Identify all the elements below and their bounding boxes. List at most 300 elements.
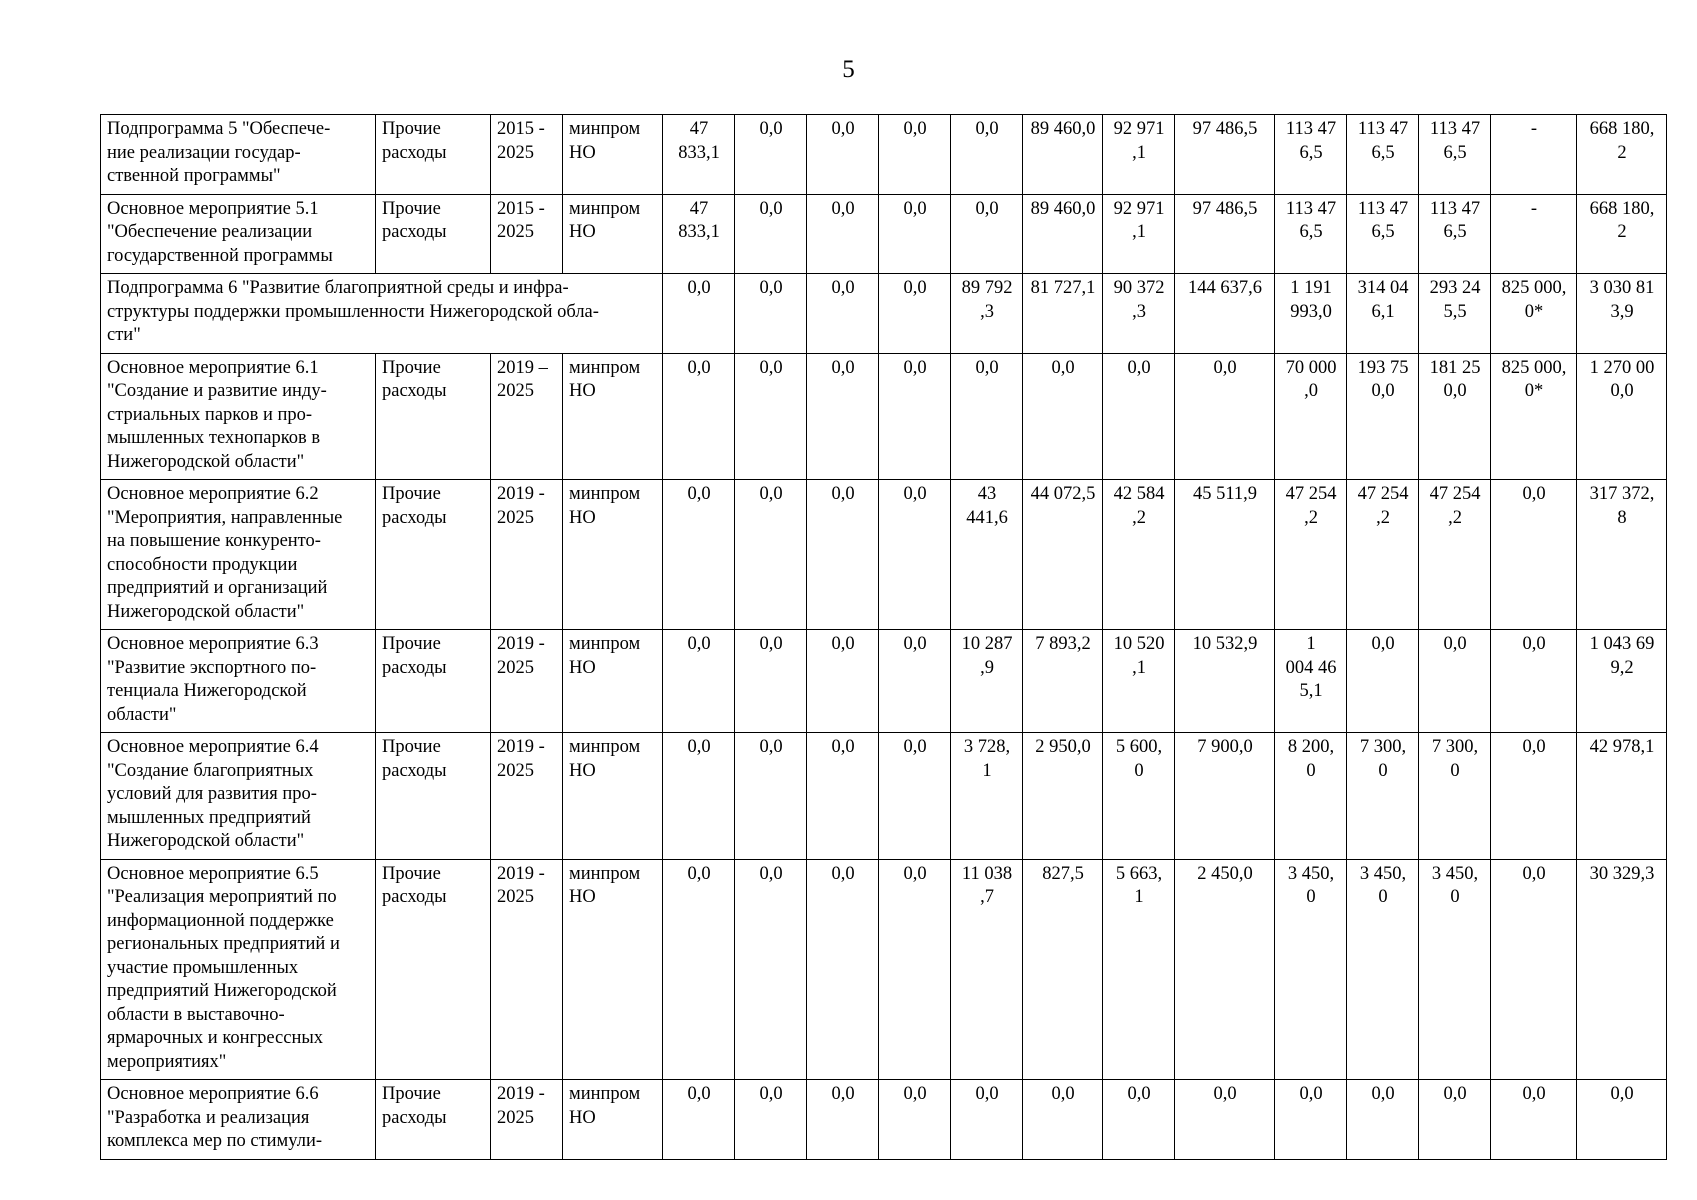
cell-line: 0,0	[903, 1084, 927, 1104]
cell-line: 0,0	[831, 1084, 855, 1104]
table-row	[101, 859, 1667, 1080]
value-cell	[1577, 480, 1667, 630]
cell-line: 0,0	[831, 737, 855, 757]
cell-line: 668 180,	[1589, 119, 1655, 139]
cell-line: 1 191	[1290, 278, 1332, 298]
value-cell	[1023, 859, 1103, 1080]
value-cell	[663, 630, 735, 733]
cell-line: 668 180,	[1589, 198, 1655, 219]
value-cell	[663, 859, 735, 1080]
cell-line: 0,0	[759, 278, 783, 298]
cell-line: 0,0	[1213, 1084, 1237, 1104]
value-cell	[1491, 194, 1577, 274]
value-cell	[1577, 733, 1667, 860]
cell-line: 1	[982, 760, 992, 781]
cell-line: 2025	[497, 657, 534, 678]
value-cell	[1491, 630, 1577, 733]
cell-line: 833,1	[678, 142, 720, 163]
agency-cell	[563, 480, 663, 630]
cell-line: 1 270 00	[1589, 357, 1655, 378]
cell-line: минпром	[569, 198, 641, 219]
cell-line: 314 04	[1357, 278, 1409, 298]
value-cell	[1275, 274, 1347, 354]
program-name-cell	[101, 194, 376, 274]
cell-line: 6,5	[1299, 142, 1323, 163]
cell-line: Основное мероприятие 6.1	[107, 357, 319, 378]
cell-line: мышленных технопарков в	[107, 428, 321, 448]
cell-line: ,2	[1132, 507, 1146, 528]
cell-line: 0,0	[1371, 634, 1395, 654]
cell-line: условий для развития про-	[107, 784, 317, 804]
cell-line: структуры поддержки промышленности Нижегородской обла-	[107, 301, 599, 322]
cell-line: минпром	[569, 634, 641, 654]
cell-line: 0,0	[759, 119, 783, 139]
cell-line: 9,2	[1610, 657, 1634, 678]
cell-line: 3 030 81	[1589, 278, 1655, 298]
cell-line: участие промышленных	[107, 957, 299, 978]
cell-line: 0	[1306, 760, 1316, 781]
cell-line: 0,0	[687, 863, 711, 884]
cell-line: 0,0	[759, 484, 783, 504]
cell-line: 0,0	[1299, 1084, 1323, 1104]
cell-line: 11 038	[961, 863, 1013, 884]
cell-line: 0,0	[975, 357, 999, 378]
cell-line: 144 637,6	[1188, 278, 1262, 298]
cell-line: "Создание и развитие инду-	[107, 381, 327, 401]
value-cell	[1275, 1080, 1347, 1160]
period-cell	[491, 630, 563, 733]
cell-line: 0,0	[759, 198, 783, 219]
cell-line: Нижегородской области"	[107, 601, 305, 622]
cell-line: минпром	[569, 357, 641, 378]
value-cell	[1103, 630, 1175, 733]
value-cell	[663, 353, 735, 480]
value-cell	[663, 115, 735, 195]
cell-line: 2019 -	[497, 863, 545, 884]
cell-line: предприятий Нижегородской	[107, 981, 337, 1001]
cell-line: 10 520	[1113, 634, 1165, 654]
cell-line: 113 47	[1429, 119, 1481, 139]
value-cell	[1347, 194, 1419, 274]
cell-line: ярмарочных и конгрессных	[107, 1028, 324, 1048]
table-row	[101, 480, 1667, 630]
cell-line: 2025	[497, 507, 534, 528]
cell-line: 0,0	[1443, 634, 1467, 654]
cell-line: 7 893,2	[1035, 634, 1091, 654]
agency-cell	[563, 353, 663, 480]
cell-line: ние реализации государ-	[107, 142, 301, 163]
cell-line: 6,5	[1371, 142, 1395, 163]
value-cell	[879, 630, 951, 733]
cell-line: НО	[569, 222, 596, 242]
cell-line: 993,0	[1290, 301, 1332, 322]
cell-line: 3 450,	[1431, 863, 1479, 884]
value-cell	[1103, 353, 1175, 480]
cell-line: 2019 –	[497, 357, 548, 378]
value-cell	[879, 859, 951, 1080]
value-cell	[807, 733, 879, 860]
cell-line: 0,0	[687, 484, 711, 504]
cell-line: 5 663,	[1115, 863, 1163, 884]
value-cell	[1491, 1080, 1577, 1160]
value-cell	[1491, 274, 1577, 354]
cell-line: 0,0	[687, 357, 711, 378]
cell-line: 0,0	[903, 198, 927, 219]
value-cell	[951, 194, 1023, 274]
cell-line: способности продукции	[107, 554, 298, 575]
cell-line: 70 000	[1285, 357, 1337, 378]
cell-line: Основное мероприятие 5.1	[107, 198, 319, 219]
value-cell	[735, 733, 807, 860]
cell-line: Основное мероприятие 6.6	[107, 1084, 319, 1104]
cell-line: расходы	[382, 1107, 447, 1128]
cell-line: 0,0	[1443, 1084, 1467, 1104]
value-cell	[879, 733, 951, 860]
cell-line: 113 47	[1285, 198, 1337, 219]
cell-line: 97 486,5	[1192, 119, 1258, 139]
cell-line: 0,0	[1522, 737, 1546, 757]
value-cell	[1577, 1080, 1667, 1160]
agency-cell	[563, 1080, 663, 1160]
value-cell	[1103, 274, 1175, 354]
cell-line: тенциала Нижегородской	[107, 681, 307, 701]
value-cell	[1347, 274, 1419, 354]
value-cell	[807, 1080, 879, 1160]
value-cell	[1577, 274, 1667, 354]
cell-line: 8	[1617, 507, 1627, 528]
cell-line: Прочие	[382, 198, 441, 219]
value-cell	[1023, 480, 1103, 630]
cell-line: 6,5	[1443, 222, 1467, 242]
cell-line: 42 584	[1113, 484, 1165, 504]
cell-line: 5 600,	[1115, 737, 1163, 757]
cell-line: 47 254	[1285, 484, 1337, 504]
cell-line: ,0	[1304, 381, 1318, 401]
value-cell	[735, 1080, 807, 1160]
cell-line: 6,5	[1299, 222, 1323, 242]
cell-line: 2	[1617, 142, 1627, 163]
page-number: 5	[842, 56, 855, 83]
cell-line: 0,0	[687, 634, 711, 654]
cell-line: 89 460,0	[1030, 119, 1096, 139]
cell-line: 2	[1617, 222, 1627, 242]
cell-line: 81 727,1	[1030, 278, 1096, 298]
cell-line: ,2	[1304, 507, 1318, 528]
cell-line: ,7	[980, 887, 994, 907]
cell-line: Прочие	[382, 484, 441, 504]
cell-line: региональных предприятий и	[107, 934, 340, 954]
cell-line: области"	[107, 704, 177, 725]
agency-cell	[563, 859, 663, 1080]
value-cell	[1175, 274, 1275, 354]
value-cell	[1347, 733, 1419, 860]
cell-line: 89 460,0	[1030, 198, 1096, 219]
cell-line: 0,0	[1522, 634, 1546, 654]
value-cell	[951, 480, 1023, 630]
cell-line: 441,6	[966, 507, 1008, 528]
cell-line: 0,0	[903, 357, 927, 378]
cell-line: 6,5	[1443, 142, 1467, 163]
cell-line: 2025	[497, 887, 534, 907]
cell-line: минпром	[569, 737, 641, 757]
cell-line: 293 24	[1429, 278, 1481, 298]
value-cell	[1419, 353, 1491, 480]
cell-line: 113 47	[1429, 198, 1481, 219]
value-cell	[1023, 274, 1103, 354]
cell-line: 0,0	[903, 634, 927, 654]
cell-line: 8 200,	[1287, 737, 1335, 757]
value-cell	[807, 859, 879, 1080]
cell-line: 7 300,	[1359, 737, 1407, 757]
value-cell	[807, 274, 879, 354]
cell-line: НО	[569, 381, 596, 401]
cell-line: НО	[569, 507, 596, 528]
cell-line: 113 47	[1285, 119, 1337, 139]
value-cell	[1103, 733, 1175, 860]
cell-line: -	[1530, 119, 1538, 139]
cell-line: 42 978,1	[1589, 737, 1655, 757]
cell-line: 6,1	[1371, 301, 1395, 322]
cell-line: 2 450,0	[1197, 863, 1253, 884]
cell-line: 0,0	[831, 119, 855, 139]
cell-line: ,3	[1132, 301, 1146, 322]
table-body	[101, 115, 1667, 1160]
value-cell	[1023, 733, 1103, 860]
cell-line: Основное мероприятие 6.3	[107, 634, 319, 654]
value-cell	[663, 480, 735, 630]
cell-line: 0,0	[687, 278, 711, 298]
cell-line: ,9	[980, 657, 994, 678]
value-cell	[1577, 194, 1667, 274]
value-cell	[1347, 480, 1419, 630]
expense-type-cell	[376, 733, 491, 860]
value-cell	[1577, 630, 1667, 733]
cell-line: 92 971	[1113, 119, 1165, 139]
cell-line: 0,0	[1522, 1084, 1546, 1104]
value-cell	[1103, 115, 1175, 195]
cell-line: области в выставочно-	[107, 1004, 285, 1025]
cell-line: 0*	[1524, 301, 1544, 322]
value-cell	[1275, 480, 1347, 630]
cell-line: 825 000,	[1501, 357, 1567, 378]
cell-line: 0,0	[831, 863, 855, 884]
cell-line: 30 329,3	[1589, 863, 1655, 884]
value-cell	[879, 480, 951, 630]
cell-line: 5,5	[1443, 301, 1467, 322]
cell-line: 47	[689, 119, 709, 139]
period-cell	[491, 733, 563, 860]
cell-line: 47 254	[1357, 484, 1409, 504]
cell-line: 2025	[497, 1107, 534, 1128]
cell-line: сти"	[107, 325, 141, 345]
value-cell	[1175, 480, 1275, 630]
cell-line: 2025	[497, 760, 534, 781]
cell-line: НО	[569, 760, 596, 781]
value-cell	[1419, 859, 1491, 1080]
value-cell	[1103, 1080, 1175, 1160]
value-cell	[663, 194, 735, 274]
cell-line: 0,0	[759, 863, 783, 884]
cell-line: 181 25	[1429, 357, 1481, 378]
cell-line: НО	[569, 142, 596, 163]
value-cell	[879, 1080, 951, 1160]
value-cell	[879, 115, 951, 195]
agency-cell	[563, 115, 663, 195]
cell-line: 2015 -	[497, 119, 545, 139]
program-name-cell	[101, 859, 376, 1080]
table-row	[101, 733, 1667, 860]
value-cell	[951, 115, 1023, 195]
value-cell	[1577, 859, 1667, 1080]
cell-line: минпром	[569, 119, 641, 139]
value-cell	[807, 115, 879, 195]
cell-line: ,1	[1132, 657, 1146, 678]
cell-line: 0,0	[831, 634, 855, 654]
period-cell	[491, 194, 563, 274]
cell-line: 0,0	[1213, 357, 1237, 378]
value-cell	[735, 480, 807, 630]
cell-line: 1 043 69	[1589, 634, 1655, 654]
value-cell	[1491, 733, 1577, 860]
cell-line: Основное мероприятие 6.5	[107, 863, 319, 884]
cell-line: 0	[1306, 887, 1316, 907]
cell-line: 0*	[1524, 381, 1544, 401]
value-cell	[1023, 353, 1103, 480]
cell-line: 10 532,9	[1192, 634, 1258, 654]
cell-line: 44 072,5	[1030, 484, 1096, 504]
agency-cell	[563, 630, 663, 733]
cell-line: 43	[977, 484, 997, 504]
cell-line: ,2	[1448, 507, 1462, 528]
cell-line: 0,0	[759, 357, 783, 378]
expense-type-cell	[376, 859, 491, 1080]
cell-line: Основное мероприятие 6.4	[107, 737, 319, 757]
cell-line: НО	[569, 887, 596, 907]
value-cell	[735, 274, 807, 354]
value-cell	[1347, 353, 1419, 480]
cell-line: информационной поддержке	[107, 910, 334, 931]
cell-line: Прочие	[382, 863, 441, 884]
cell-line: 0,0	[903, 119, 927, 139]
value-cell	[807, 194, 879, 274]
value-cell	[1175, 630, 1275, 733]
period-cell	[491, 859, 563, 1080]
expense-type-cell	[376, 353, 491, 480]
cell-line: Нижегородской области"	[107, 831, 305, 851]
cell-line: 0,0	[975, 119, 999, 139]
value-cell	[1023, 630, 1103, 733]
cell-line: -	[1530, 198, 1538, 219]
cell-line: 0,0	[903, 278, 927, 298]
cell-line: 3 728,	[963, 737, 1011, 757]
cell-line: 2015 -	[497, 198, 545, 219]
value-cell	[1275, 353, 1347, 480]
cell-line: мероприятиях"	[107, 1051, 227, 1072]
cell-line: мышленных предприятий	[107, 807, 311, 828]
cell-line: 0,0	[1522, 863, 1546, 884]
cell-line: 0	[1134, 760, 1144, 781]
cell-line: предприятий и организаций	[107, 578, 328, 598]
value-cell	[1023, 194, 1103, 274]
cell-line: 10 287	[961, 634, 1013, 654]
value-cell	[1175, 115, 1275, 195]
value-cell	[1419, 115, 1491, 195]
value-cell	[663, 1080, 735, 1160]
cell-line: 0,0	[1127, 357, 1151, 378]
cell-line: 004 46	[1285, 657, 1337, 678]
value-cell	[951, 859, 1023, 1080]
cell-line: 0,0	[975, 198, 999, 219]
value-cell	[951, 733, 1023, 860]
value-cell	[807, 480, 879, 630]
period-cell	[491, 480, 563, 630]
cell-line: расходы	[382, 760, 447, 781]
cell-line: 825 000,	[1501, 278, 1567, 298]
value-cell	[807, 353, 879, 480]
cell-line: 0,0	[831, 278, 855, 298]
cell-line: 0,0	[1051, 1084, 1075, 1104]
cell-line: Подпрограмма 6 "Развитие благоприятной среды и инфра-	[107, 278, 569, 298]
cell-line: минпром	[569, 484, 641, 504]
cell-line: 2019 -	[497, 484, 545, 504]
value-cell	[1347, 115, 1419, 195]
cell-line: 0,0	[759, 737, 783, 757]
cell-line: ственной программы"	[107, 166, 281, 186]
table-row	[101, 1080, 1667, 1160]
value-cell	[951, 353, 1023, 480]
expense-type-cell	[376, 480, 491, 630]
value-cell	[807, 630, 879, 733]
cell-line: "Обеспечение реализации	[107, 222, 313, 242]
agency-cell	[563, 194, 663, 274]
value-cell	[735, 353, 807, 480]
cell-line: 0,0	[759, 1084, 783, 1104]
value-cell	[1577, 353, 1667, 480]
cell-line: минпром	[569, 1084, 641, 1104]
cell-line: 2025	[497, 142, 534, 163]
cell-line: 1	[1134, 887, 1144, 907]
cell-line: Подпрограмма 5 "Обеспече-	[107, 119, 331, 139]
cell-line: "Создание благоприятных	[107, 760, 314, 781]
cell-line: 113 47	[1357, 198, 1409, 219]
value-cell	[663, 274, 735, 354]
cell-line: 1	[1306, 634, 1316, 654]
value-cell	[1175, 353, 1275, 480]
table-row	[101, 274, 1667, 354]
cell-line: 0,0	[1610, 381, 1634, 401]
value-cell	[1419, 733, 1491, 860]
cell-line: 89 792	[961, 278, 1013, 298]
cell-line: ,3	[980, 301, 994, 322]
cell-line: расходы	[382, 142, 447, 163]
value-cell	[1419, 194, 1491, 274]
value-cell	[1023, 1080, 1103, 1160]
cell-line: 0,0	[831, 484, 855, 504]
value-cell	[1275, 630, 1347, 733]
cell-line: "Развитие экспортного по-	[107, 657, 317, 678]
cell-line: 7 900,0	[1197, 737, 1253, 757]
expense-type-cell	[376, 194, 491, 274]
value-cell	[951, 274, 1023, 354]
value-cell	[1175, 733, 1275, 860]
cell-line: 0,0	[975, 1084, 999, 1104]
cell-line: комплекса мер по стимули-	[107, 1131, 322, 1151]
program-name-cell	[101, 115, 376, 195]
value-cell	[1419, 274, 1491, 354]
cell-line: НО	[569, 657, 596, 678]
cell-line: ,2	[1376, 507, 1390, 528]
cell-line: 0,0	[1371, 381, 1395, 401]
